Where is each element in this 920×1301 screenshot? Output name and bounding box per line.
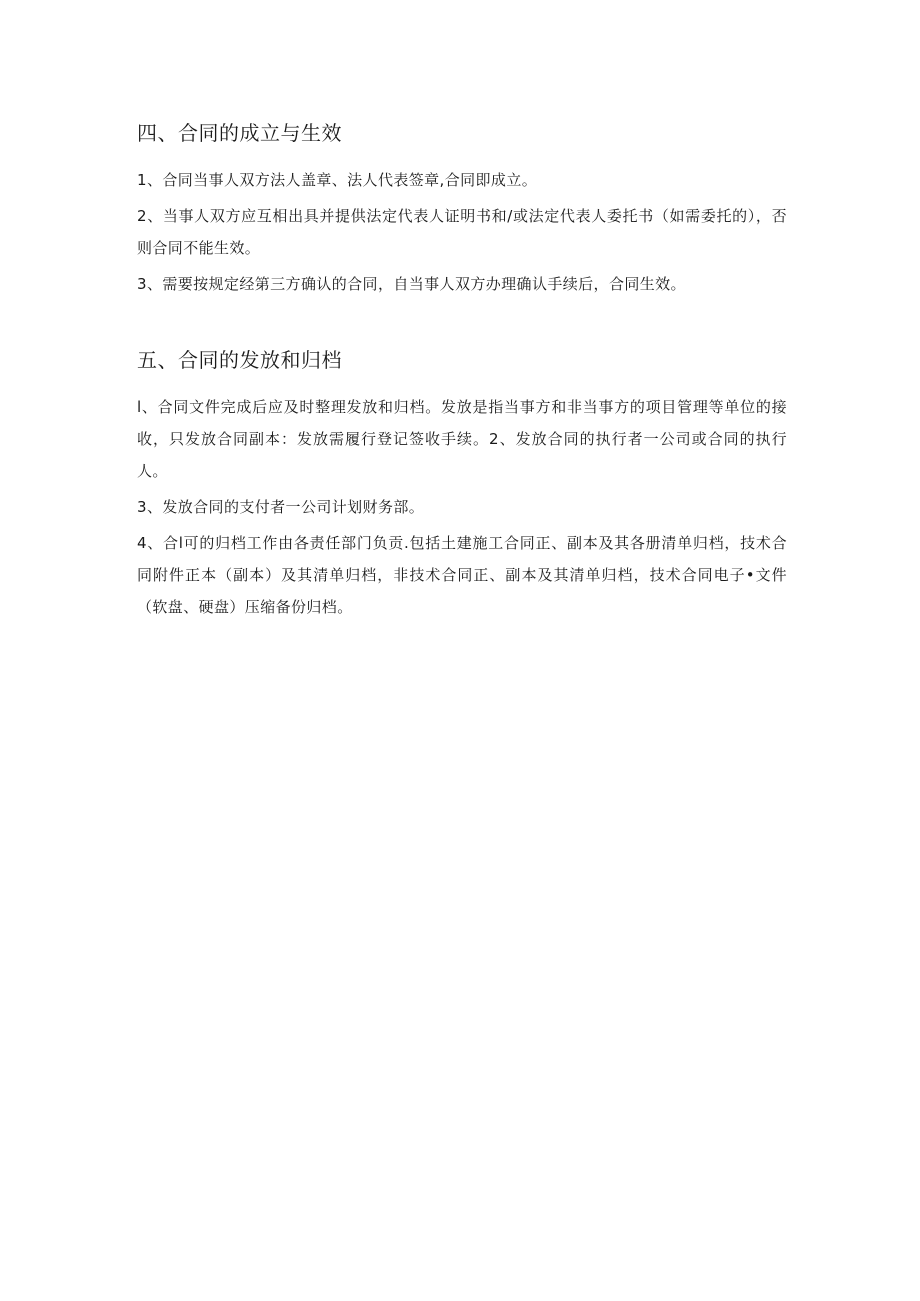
section-heading: 四、合同的成立与生效 [137,121,342,145]
paragraph: 2、当事人双方应互相出具并提供法定代表人证明书和/或法定代表人委托书（如需委托的），否则合同不能生效。 [137,207,787,257]
paragraph: 3、需要按规定经第三方确认的合同，自当事人双方办理确认手续后，合同生效。 [137,275,686,293]
document-body [137,118,787,627]
paragraph: 1、合同当事人双方法人盖章、法人代表签章,合同即成立。 [137,171,538,189]
section-distribution-archiving [137,345,787,623]
paragraph: 4、合l可的归档工作由各责任部门负贡.包括土建施工合同正、副本及其各册清单归档，技术合同附件正本（副本）及其清单归档，非技术合同正、副本及其清单归档，技术合同电子•文件（软盘、硬盘）压缩备份归档。 [137,534,787,616]
section-heading: 五、合同的发放和归档 [137,348,342,372]
paragraph: 3、发放合同的支付者一公司计划财务部。 [137,498,425,516]
section-formation-effect [137,118,787,300]
paragraph: l、合同文件完成后应及时整理发放和归档。发放是指当事方和非当事方的项目管理等单位的接收，只发放合同副本：发放需履行登记签收手续。2、发放合同的执行者一公司或合同的执行人。 [137,398,787,480]
